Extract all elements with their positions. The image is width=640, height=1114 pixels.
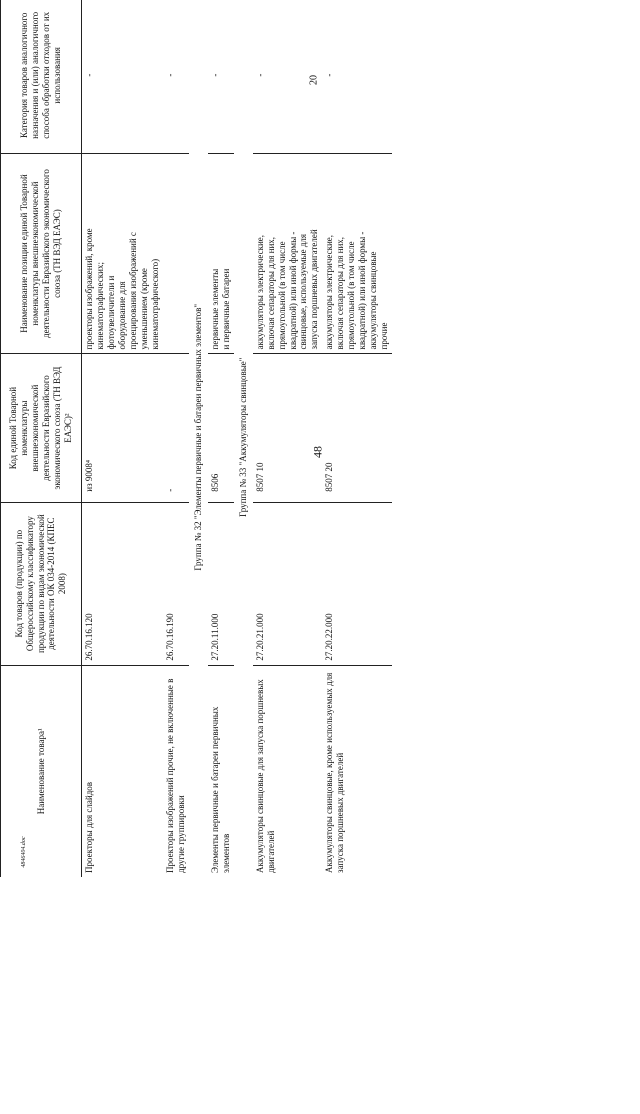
header-category: Категория товаров аналогичного назначения и (или) аналогичного способа обработки отходов от их использования <box>1 0 82 153</box>
cell-tnved-name-line: прямоугольной (в том числе <box>346 241 357 350</box>
header-okpd-code: Код товаров (продукции) по Общероссийскому классификатору продукции по видам экономической деятельности ОК 034-2014 (КПЕС 2008) <box>1 502 82 665</box>
cell-name: Проекторы для слайдов <box>82 665 163 877</box>
cell-tnved-name-line: включая сепараторы для них, <box>335 236 346 350</box>
document-code: 4846404.doc <box>21 836 27 868</box>
cell-name: Аккумуляторы свинцовые для запуска поршневых двигателей <box>253 665 323 877</box>
cell-tnved-name-line: кинематографического) <box>149 258 160 350</box>
cell-tnved-name-line: аккумуляторы свинцовые <box>368 251 379 350</box>
cell-tnved-name-line: запуска поршневых двигателей <box>309 229 320 350</box>
cell-tnved-name-line: проецирования изображений с <box>127 232 138 350</box>
cell-tnved-name <box>163 153 189 354</box>
table-row <box>208 0 234 877</box>
table-row <box>163 0 189 877</box>
cell-tnved-name-line: аккумуляторы электрические, <box>254 234 265 350</box>
cell-tnved-name-line: свинцовые, используемые для <box>298 233 309 350</box>
cell-tnved-name <box>82 153 163 354</box>
cell-tnved-name-line: фотоувеличители и <box>105 275 116 350</box>
cell-tnved-name-line: первичные элементы <box>209 268 220 350</box>
header-tnved-code: Код единой Товарной номенклатуры внешнеэкономической деятельности Евразийского экономического союза (ТН ВЭД ЕАЭС)² <box>1 354 82 502</box>
cell-tnved-name-line: кинематографических; <box>94 262 105 350</box>
table-row <box>253 0 323 877</box>
cell-okpd-code: 27.20.22.000 <box>322 502 392 665</box>
cell-tnved-name-line: квадратной) или иной формы - <box>287 231 298 350</box>
cell-tnved-name-line: квадратной) или иной формы - <box>357 231 368 350</box>
header-tnved-name: Наименование позиции единой Товарной номенклатуры внешнеэкономической деятельности Евразийского экономического союза (ТН ВЭД ЕАЭС) <box>1 153 82 354</box>
cell-tnved-name-line: проекторы изображений, кроме <box>84 228 94 350</box>
cell-category: - <box>209 73 220 77</box>
cell-tnved-name-line: оборудование для <box>116 281 127 350</box>
margin-number: 20 <box>308 75 320 85</box>
cell-tnved-name <box>208 153 234 354</box>
cell-tnved-name-line: прочие <box>379 322 390 350</box>
header-name: Наименование товара¹ <box>1 665 82 877</box>
cell-okpd-code: 26.70.16.190 <box>163 502 189 665</box>
cell-okpd-code: 27.20.11.000 <box>208 502 234 665</box>
cell-name: Проекторы изображений прочие, не включенные в другие группировки <box>163 665 189 877</box>
cell-category: - <box>84 73 94 77</box>
cell-tnved-name-line: прямоугольной (в том числе <box>276 241 287 350</box>
page-number: 48 <box>310 446 325 458</box>
cell-tnved-name <box>322 153 392 354</box>
cell-name: Элементы первичные и батареи первичных элементов <box>208 665 234 877</box>
cell-tnved-name-line: уменьшением (кроме <box>138 268 149 350</box>
rotated-table-container <box>0 11 550 1114</box>
cell-tnved-name <box>253 153 323 354</box>
goods-table <box>0 0 392 877</box>
cell-name: Аккумуляторы свинцовые, кроме используемых для запуска поршневых двигателей <box>322 665 392 877</box>
cell-okpd-code: 26.70.16.120 <box>82 502 163 665</box>
cell-tnved-code: 8507 20 <box>322 354 392 502</box>
table-body <box>82 0 393 877</box>
cell-tnved-code: из 9008⁴ <box>82 354 163 502</box>
cell-tnved-code: 8507 10 <box>253 354 323 502</box>
cell-tnved-code: 8506 <box>208 354 234 502</box>
cell-tnved-name-line: аккумуляторы электрические, <box>324 234 335 350</box>
cell-category: - <box>164 73 175 77</box>
table-header-row <box>1 0 82 877</box>
cell-category: - <box>324 73 335 77</box>
cell-tnved-name-line: и первичные батареи <box>220 268 231 350</box>
group-title: Группа № 33 "Аккумуляторы свинцовые" <box>237 357 248 517</box>
table-row <box>322 0 392 877</box>
cell-tnved-code: - <box>163 354 189 502</box>
cell-okpd-code: 27.20.21.000 <box>253 502 323 665</box>
cell-category: - <box>254 73 265 77</box>
table-row <box>82 0 163 877</box>
group-row <box>234 0 253 877</box>
cell-tnved-name-line: включая сепараторы для них, <box>265 236 276 350</box>
group-row <box>189 0 208 877</box>
group-title: Группа № 32 "Элементы первичные и батареи первичных элементов" <box>192 303 203 571</box>
